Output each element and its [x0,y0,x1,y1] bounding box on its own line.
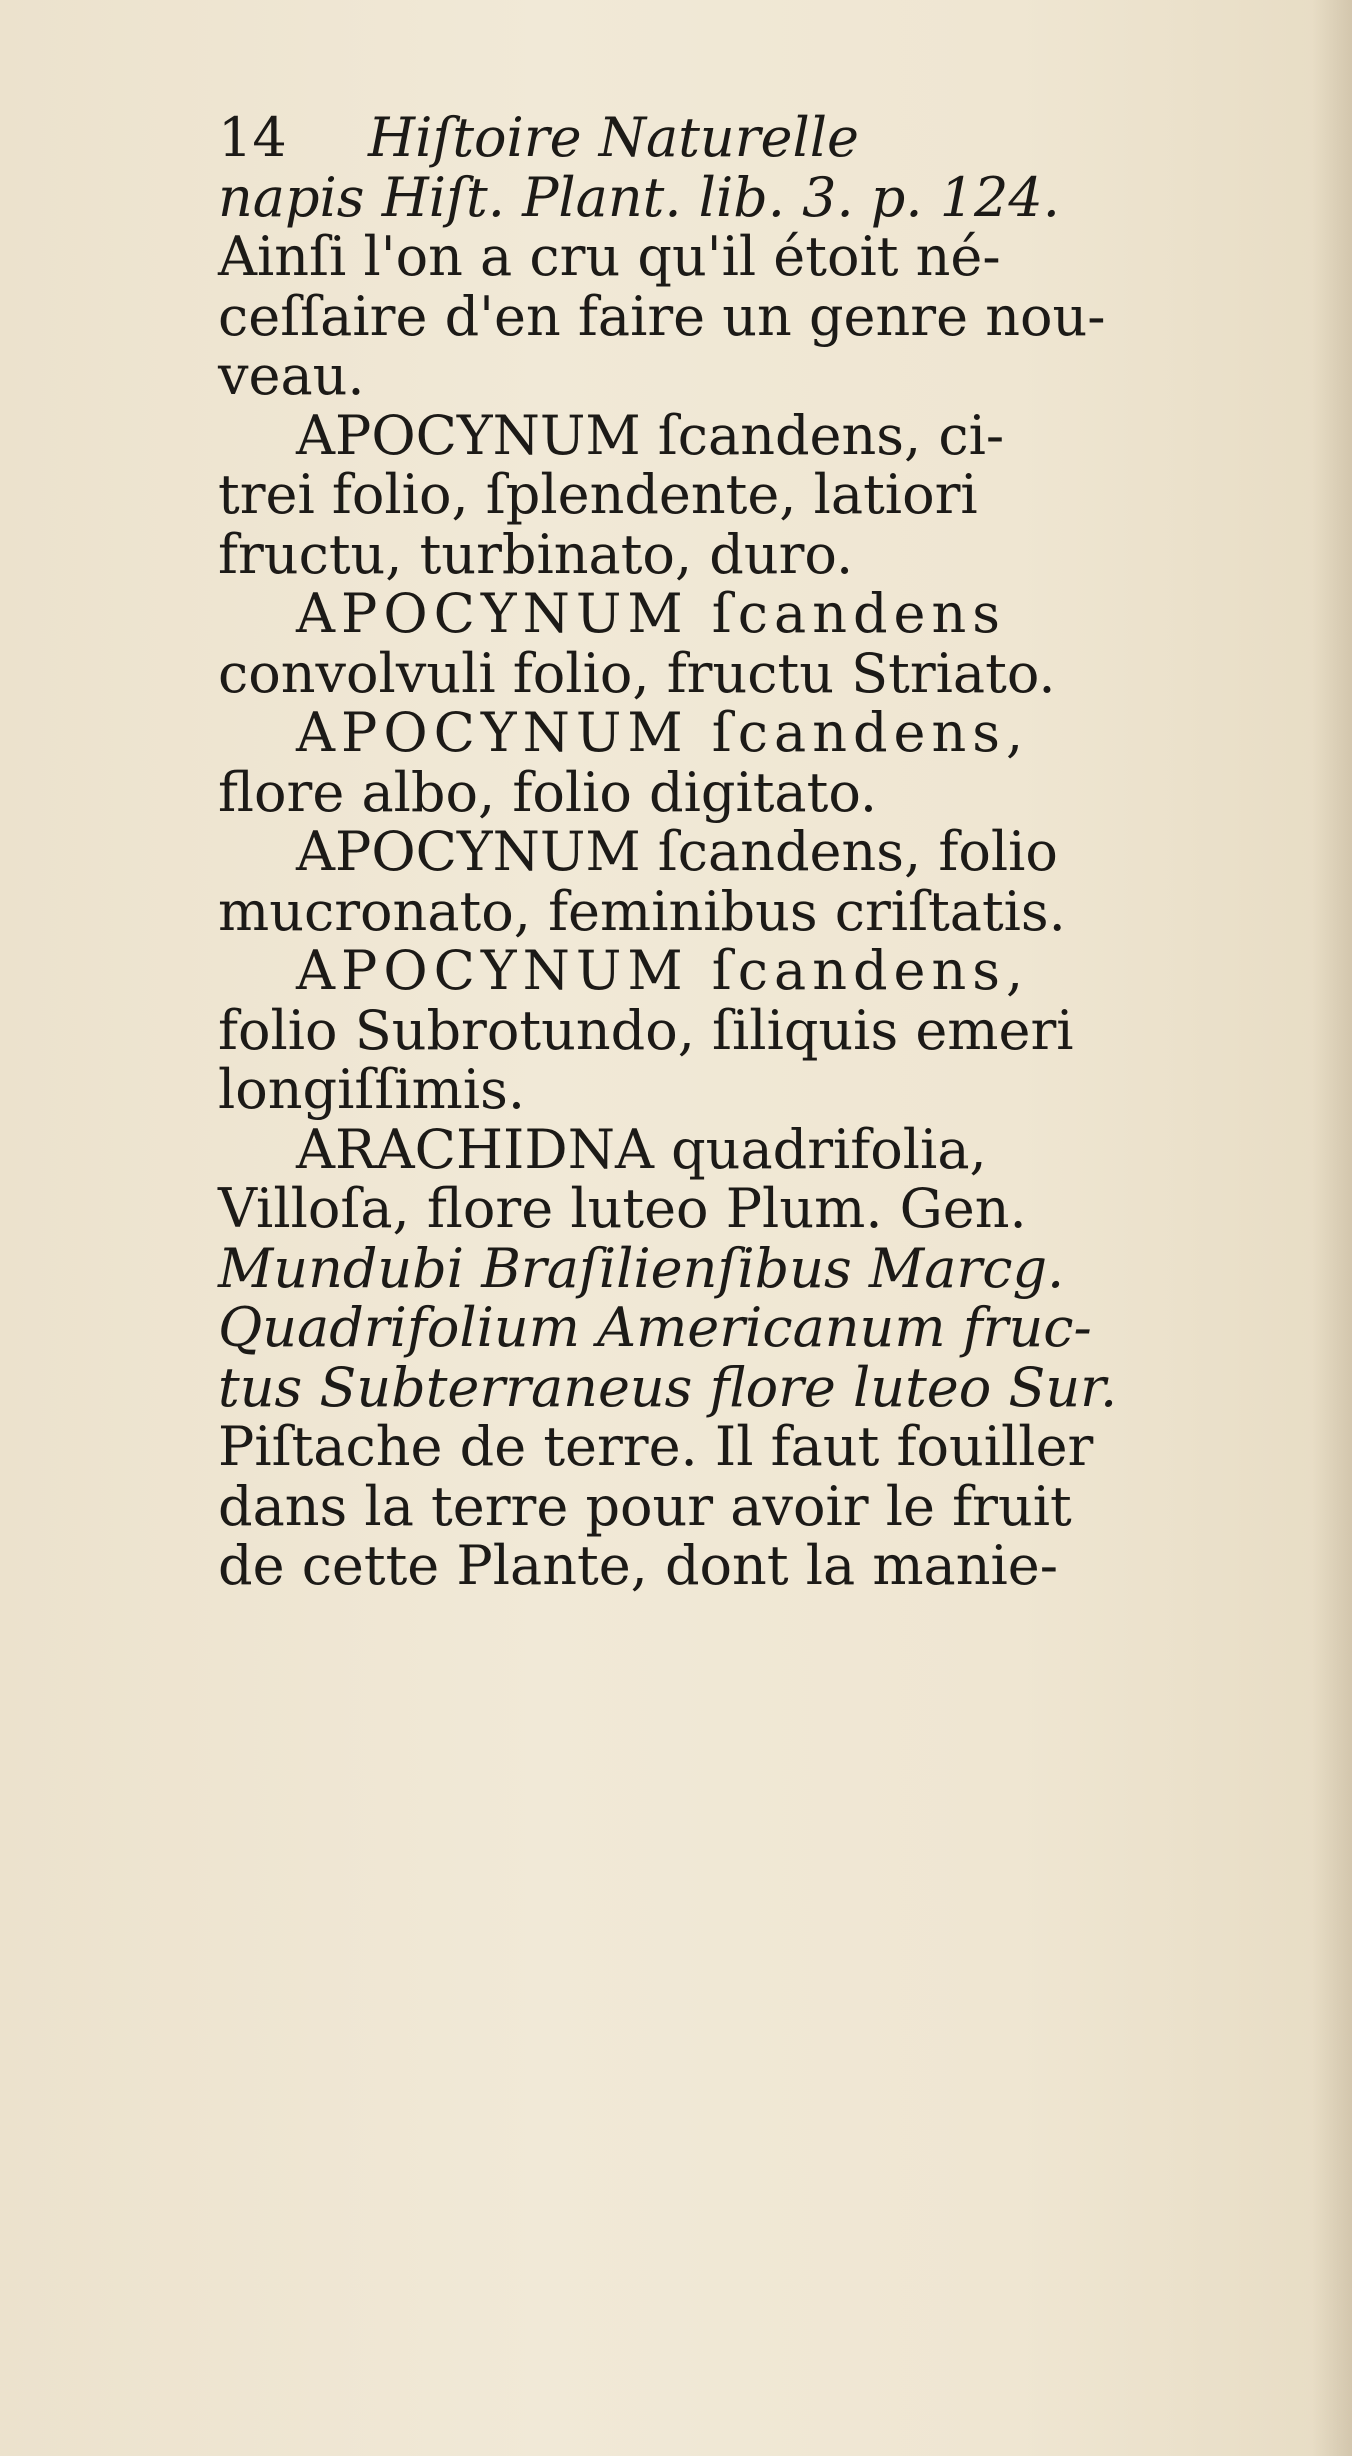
text-line: de cette Plante, dont la manie- [218,1534,1058,1597]
text-line: Mundubi Braſilienſibus Marcg. [218,1236,1065,1300]
text-line: veau. [218,344,365,407]
page-text [218,108,1238,1596]
text-line: Villoſa, flore luteo Plum. Gen. [218,1177,1027,1240]
text-line: convolvuli folio, fructu Striato. [218,641,1056,705]
text-line: napis Hiſt. Plant. lib. 3. p. 124. [218,165,1060,229]
running-head-title: Hiſtoire Naturelle [368,106,859,169]
text-line: flore albo, folio digitato. [218,760,878,824]
text-line: Quadrifolium Americanum fruc- [218,1296,1092,1359]
text-line: tus Subterraneus flore luteo Sur. [218,1355,1118,1419]
entry-line: APOCYNUM ſcandens, [296,701,1030,764]
entry-line: ARACHIDNA quadrifolia, [296,1117,987,1181]
entry-line: APOCYNUM ſcandens, folio [296,820,1058,883]
entry-line: APOCYNUM ſcandens, [296,939,1030,1002]
page-number: 14 [218,106,287,169]
entry-line: APOCYNUM ſcandens [296,582,1007,645]
text-line: Piſtache de terre. Il faut fouiller [218,1415,1094,1478]
text-line: Ainſi l'on a cru qu'il étoit né- [218,225,1001,288]
text-line: folio Subrotundo, ſiliquis emeri [218,998,1074,1062]
text-line: mucronato, feminibus criſtatis. [218,879,1066,943]
text-line: dans la terre pour avoir le fruit [218,1474,1072,1538]
text-line: trei folio, ſplendente, latiori [218,463,978,526]
running-head [218,108,1238,168]
text-line: fructu, turbinato, duro. [218,522,854,586]
text-line: longiſſimis. [218,1058,525,1121]
entry-line: APOCYNUM ſcandens, ci- [296,403,1005,467]
text-line: ceſſaire d'en faire un genre nou- [218,284,1106,348]
